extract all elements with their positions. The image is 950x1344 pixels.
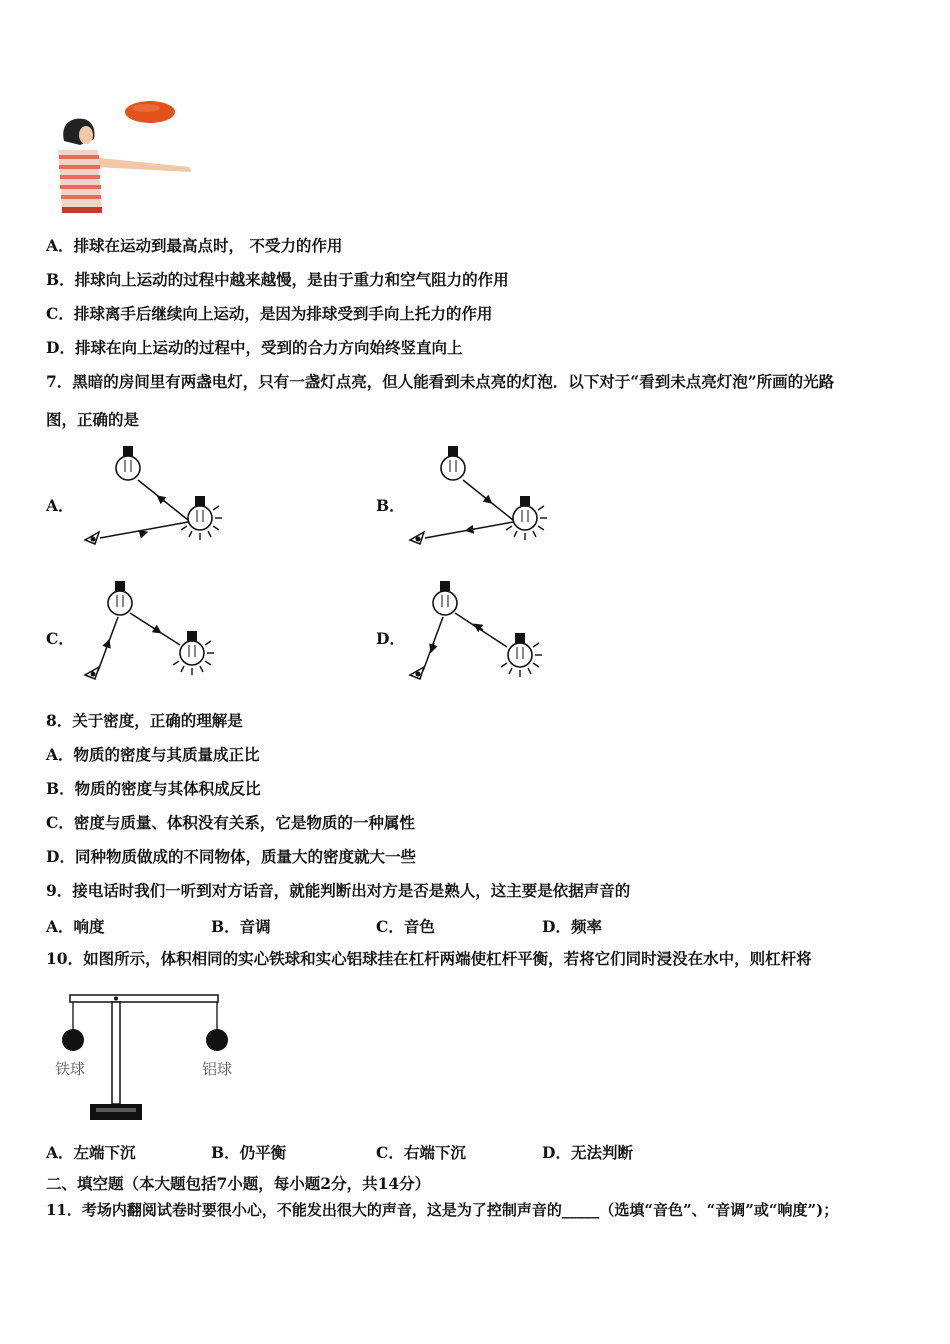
q7-label-c: C． xyxy=(46,629,74,648)
q8-stem: 8．关于密度，正确的理解是 xyxy=(46,711,243,730)
q6-option-a: A．排球在运动到最高点时， 不受力的作用 xyxy=(46,236,343,255)
q8-option-c: C．密度与质量、体积没有关系，它是物质的一种属性 xyxy=(46,813,415,832)
aluminum-ball-label: 铝球 xyxy=(202,1060,233,1078)
q6-option-d: D．排球在向上运动的过程中，受到的合力方向始终竖直向上 xyxy=(46,338,463,357)
q8-option-b: B．物质的密度与其体积成反比 xyxy=(46,779,261,798)
q10-option-d: D．无法判断 xyxy=(542,1143,633,1162)
q9-option-b: B．音调 xyxy=(211,917,271,936)
q7-diagram-d xyxy=(405,575,565,690)
q6-option-c: C．排球离手后继续向上运动，是因为排球受到手向上托力的作用 xyxy=(46,304,493,323)
q10-stem: 10．如图所示，体积相同的实心铁球和实心铝球挂在杠杆两端使杠杆平衡，若将它们同时浸没在水中，则杠杆将 xyxy=(46,949,812,968)
q9-option-c: C．音色 xyxy=(376,917,435,936)
q10-option-a: A．左端下沉 xyxy=(46,1143,136,1162)
q7-label-a: A． xyxy=(46,496,74,515)
q9-option-d: D．频率 xyxy=(542,917,602,936)
q7-label-b: B． xyxy=(376,496,405,515)
q7-diagram-b xyxy=(405,440,565,555)
q10-option-c: C．右端下沉 xyxy=(376,1143,466,1162)
q9-option-a: A．响度 xyxy=(46,917,105,936)
q7-stem-line1: 7．黑暗的房间里有两盏电灯，只有一盏灯点亮，但人能看到未点亮的灯泡．以下对于“看到未点亮灯泡”所画的光路 xyxy=(46,372,835,391)
q11-stem: 11．考场内翻阅试卷时要很小心，不能发出很大的声音，这是为了控制声音的_____（选填“音色”、“音调”或“响度”)； xyxy=(46,1201,839,1219)
q7-label-d: D． xyxy=(376,629,405,648)
section2-heading: 二、填空题（本大题包括7小题，每小题2分，共14分） xyxy=(46,1174,431,1193)
q9-stem: 9．接电话时我们一听到对方话音，就能判断出对方是否是熟人，这主要是依据声音的 xyxy=(46,881,631,900)
iron-ball-label: 铁球 xyxy=(55,1060,86,1078)
aluminum-ball xyxy=(206,1029,228,1051)
q6-option-b: B．排球向上运动的过程中越来越慢，是由于重力和空气阻力的作用 xyxy=(46,270,509,289)
q7-diagram-c xyxy=(80,575,240,690)
q10-lever-figure xyxy=(50,990,250,1130)
q7-stem-line2: 图，正确的是 xyxy=(46,410,140,429)
iron-ball xyxy=(62,1029,84,1051)
q8-option-a: A．物质的密度与其质量成正比 xyxy=(46,745,260,764)
q10-option-b: B．仍平衡 xyxy=(211,1143,287,1162)
q8-option-d: D．同种物质做成的不同物体，质量大的密度就大一些 xyxy=(46,847,416,866)
q7-diagram-a xyxy=(80,440,240,555)
volleyball-girl-figure xyxy=(50,95,200,220)
